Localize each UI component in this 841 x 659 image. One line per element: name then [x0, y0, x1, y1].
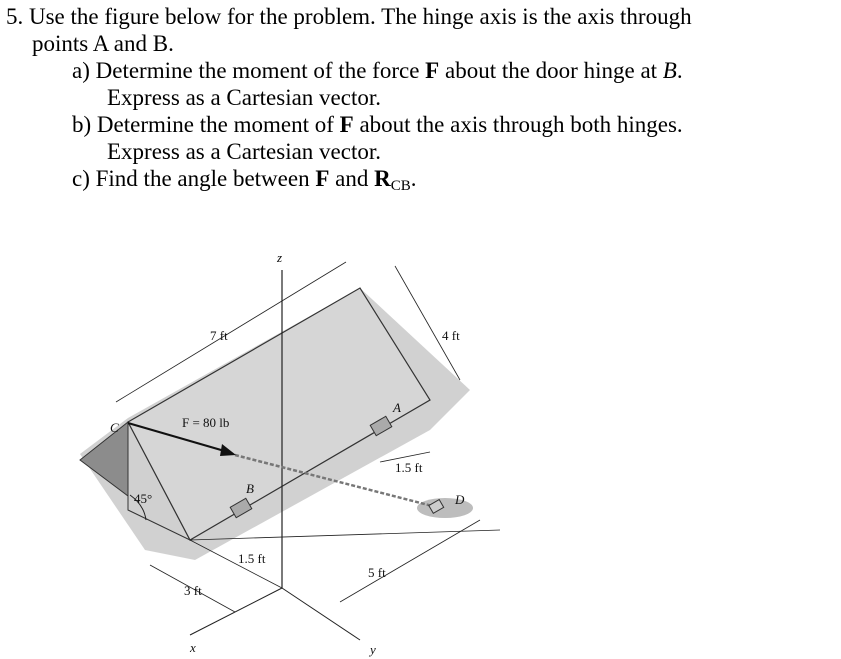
problem-number: 5.	[6, 4, 24, 29]
bold-F: F	[339, 112, 354, 137]
dim-7ft-label: 7 ft	[210, 328, 228, 343]
dim-5ft-line	[340, 520, 480, 602]
part-a-text2: Express as a Cartesian vector.	[107, 85, 381, 110]
problem-statement	[6, 3, 836, 192]
dim-15ft-bottom-label: 1.5 ft	[238, 551, 266, 566]
part-b-label: b)	[72, 112, 92, 137]
label-x: x	[190, 640, 196, 655]
shadow-d	[417, 498, 473, 518]
dim-4ft-label: 4 ft	[442, 328, 460, 343]
y-axis	[282, 588, 360, 640]
dim-3ft-label: 3 ft	[184, 583, 202, 598]
problem-intro-line1	[6, 3, 836, 30]
part-a-text: Determine the moment of the force	[95, 58, 426, 83]
force-label: F = 80 lb	[182, 415, 230, 430]
intro-text-2: points A and B.	[32, 31, 174, 56]
problem-intro-line2	[6, 30, 836, 57]
label-z: z	[277, 250, 283, 265]
part-c-label: c)	[72, 166, 90, 191]
point-b-italic: B	[662, 58, 677, 83]
bold-F: F	[315, 166, 330, 191]
part-c-and: and	[329, 166, 375, 191]
part-b-end: about the axis through both hinges.	[353, 112, 683, 137]
ground-line	[190, 540, 282, 588]
subscript-cb: CB	[390, 178, 411, 194]
label-a: A	[393, 400, 401, 415]
part-b-text2: Express as a Cartesian vector.	[107, 139, 381, 164]
intro-text-1: Use the figure below for the problem. The hinge axis is the axis through	[29, 4, 692, 29]
part-b-text: Determine the moment of	[96, 112, 340, 137]
bold-R: R	[374, 166, 391, 191]
label-c: C	[110, 420, 119, 435]
part-c-text: Find the angle between	[95, 166, 316, 191]
part-a-label: a)	[72, 58, 90, 83]
part-c-end: .	[410, 166, 417, 191]
part-a-line1	[6, 57, 836, 84]
part-a-line2	[6, 84, 836, 111]
label-d: D	[455, 492, 465, 507]
dim-15ft-top-label: 1.5 ft	[395, 460, 423, 475]
part-b-line1	[6, 111, 836, 138]
bold-F: F	[425, 58, 440, 83]
label-b: B	[246, 481, 254, 496]
part-a-text-mid: about the door hinge at	[439, 58, 663, 83]
angle-label: 45°	[134, 491, 153, 506]
part-a-end: .	[676, 58, 683, 83]
door-hinge-figure	[50, 240, 550, 659]
part-c-line	[6, 165, 836, 192]
dim-5ft-label: 5 ft	[368, 565, 386, 580]
part-b-line2	[6, 138, 836, 165]
label-y: y	[370, 642, 376, 657]
